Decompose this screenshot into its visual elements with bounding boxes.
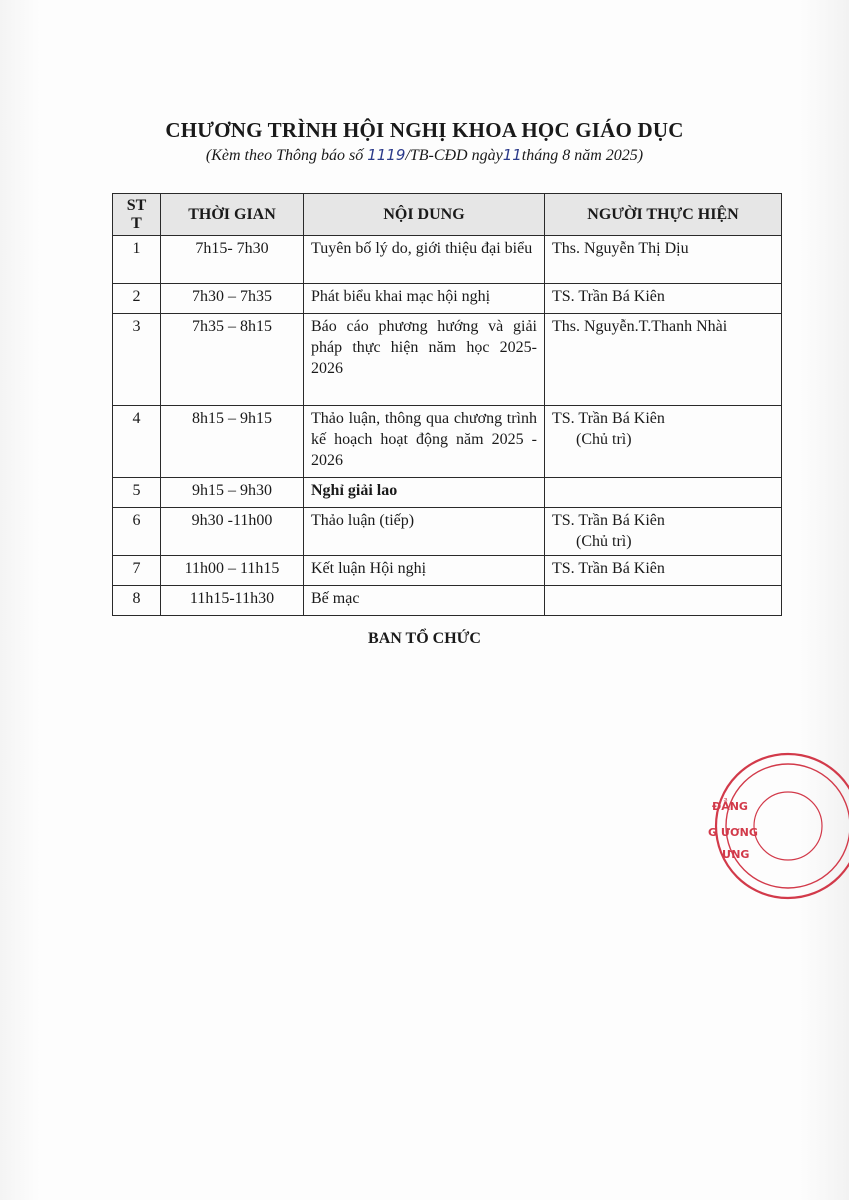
red-seal-stamp	[708, 748, 849, 904]
row-presenter: TS. Trần Bá Kiên	[545, 556, 782, 586]
row-time: 7h35 – 8h15	[161, 314, 304, 406]
row-stt: 5	[113, 478, 161, 508]
row-presenter: Ths. Nguyễn.T.Thanh Nhài	[545, 314, 782, 406]
table-row	[113, 508, 782, 556]
subtitle-text-2: /TB-CĐD ngày	[405, 147, 503, 164]
table-row	[113, 478, 782, 508]
row-presenter	[545, 406, 782, 478]
handwritten-number: 1119	[367, 146, 406, 164]
handwritten-day: 11	[502, 146, 522, 164]
row-stt: 6	[113, 508, 161, 556]
row-time: 9h30 -11h00	[161, 508, 304, 556]
subtitle-text-3: tháng 8 năm 2025)	[521, 147, 644, 164]
table-row	[113, 586, 782, 616]
table-header-row	[113, 194, 782, 236]
row-time: 11h00 – 11h15	[161, 556, 304, 586]
row-content: Thảo luận (tiếp)	[304, 508, 545, 556]
row-time: 8h15 – 9h15	[161, 406, 304, 478]
row-content: Báo cáo phương hướng và giải pháp thực hiện năm học 2025-2026	[304, 314, 545, 406]
document-title: CHƯƠNG TRÌNH HỘI NGHỊ KHOA HỌC GIÁO DỤC	[165, 118, 684, 142]
header-stt: ST T	[113, 194, 161, 236]
schedule-table	[112, 193, 782, 616]
row-stt: 2	[113, 284, 161, 314]
row-content: Tuyên bố lý do, giới thiệu đại biểu	[304, 236, 545, 284]
row-time: 9h15 – 9h30	[161, 478, 304, 508]
table-row	[113, 556, 782, 586]
row-presenter	[545, 586, 782, 616]
row-time: 11h15-11h30	[161, 586, 304, 616]
table-row	[113, 236, 782, 284]
row-content: Phát biểu khai mạc hội nghị	[304, 284, 545, 314]
header-presenter: NGƯỜI THỰC HIỆN	[545, 194, 782, 236]
presenter-name: TS. Trần Bá Kiên	[552, 410, 665, 427]
row-stt: 3	[113, 314, 161, 406]
row-stt: 7	[113, 556, 161, 586]
row-stt: 8	[113, 586, 161, 616]
presenter-note: (Chủ trì)	[576, 533, 632, 550]
header-content: NỘI DUNG	[304, 194, 545, 236]
row-time: 7h15- 7h30	[161, 236, 304, 284]
document-subtitle	[0, 146, 849, 165]
presenter-note: (Chủ trì)	[576, 431, 632, 448]
row-time: 7h30 – 7h35	[161, 284, 304, 314]
row-content: Nghỉ giải lao	[304, 478, 545, 508]
row-presenter: TS. Trần Bá Kiên	[545, 284, 782, 314]
stamp-text-3: ƯNG	[722, 848, 750, 861]
row-stt: 4	[113, 406, 161, 478]
row-presenter	[545, 508, 782, 556]
row-content: Thảo luận, thông qua chương trình kế hoạch hoạt động năm 2025 - 2026	[304, 406, 545, 478]
row-content: Bế mạc	[304, 586, 545, 616]
header-time: THỜI GIAN	[161, 194, 304, 236]
stamp-text-2: G ƯƠNG	[708, 826, 758, 839]
table-row	[113, 284, 782, 314]
row-stt: 1	[113, 236, 161, 284]
row-presenter: Ths. Nguyễn Thị Dịu	[545, 236, 782, 284]
row-content: Kết luận Hội nghị	[304, 556, 545, 586]
table-row	[113, 314, 782, 406]
subtitle-text-1: (Kèm theo Thông báo số	[205, 147, 368, 164]
signoff-organizer: BAN TỔ CHỨC	[368, 630, 481, 647]
row-presenter	[545, 478, 782, 508]
stamp-text-1: ĐẲNG	[712, 800, 748, 813]
presenter-name: TS. Trần Bá Kiên	[552, 512, 665, 529]
table-row	[113, 406, 782, 478]
